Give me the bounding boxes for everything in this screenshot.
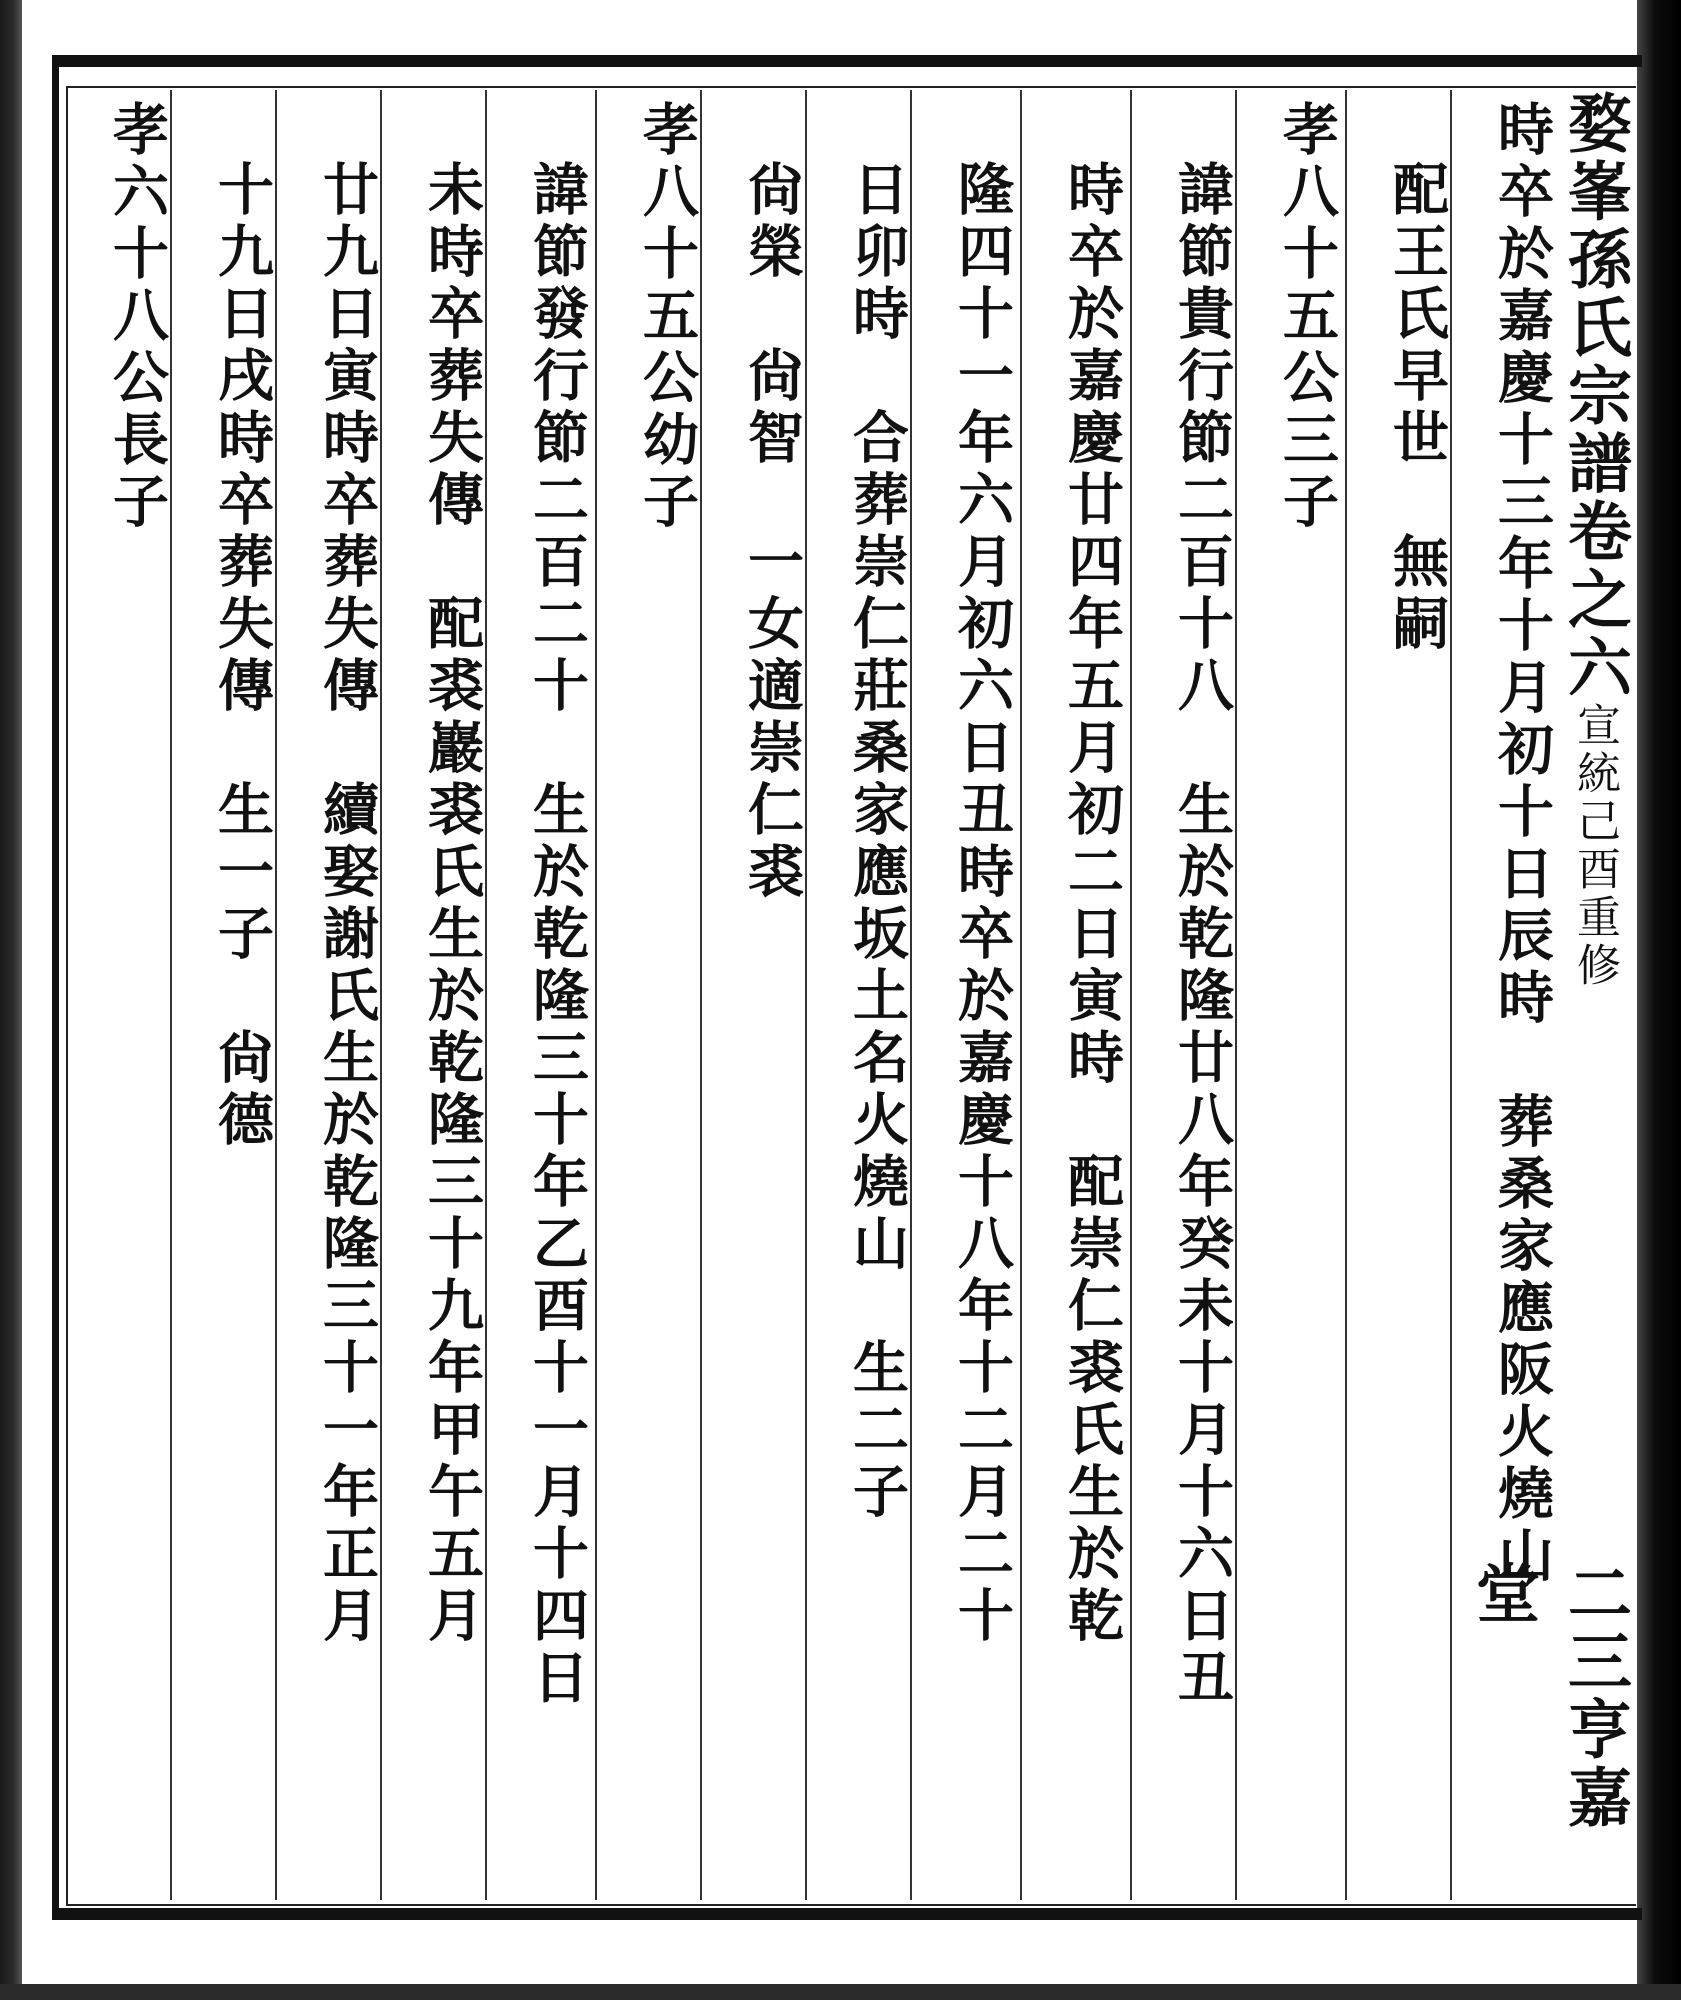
column-rule [275, 90, 277, 1900]
column-rule [485, 90, 487, 1900]
text-column-2: 配王氏早世 無嗣 [1384, 160, 1450, 656]
text-column-14: 孝六十八公長子 [104, 100, 170, 534]
text-column-1: 時卒於嘉慶十三年十月初十日辰時 葬桑家應阪火燒山 [1489, 100, 1555, 1588]
column-rule [1345, 90, 1347, 1900]
text-column-4: 諱節貴行節二百十八 生於乾隆廿八年癸未十月十六日丑 [1169, 160, 1235, 1710]
column-rule [595, 90, 597, 1900]
column-rule [1450, 90, 1452, 1900]
genealogy-title: 婺峯孫氏宗譜 [1557, 90, 1632, 498]
text-column-13: 十九日戌時卒葬失傳 生一子 尙德 [209, 160, 275, 1152]
column-rule [700, 90, 702, 1900]
page-edge-right [1637, 0, 1681, 2000]
text-column-7: 日卯時 合葬崇仁莊桑家應坂土名火燒山 生二子 [844, 160, 910, 1524]
column-rule [380, 90, 382, 1900]
text-column-11: 未時卒葬失傳 配裘巖裘氏生於乾隆三十九年甲午五月 [419, 160, 485, 1648]
text-column-5: 時卒於嘉慶廿四年五月初二日寅時 配崇仁裘氏生於乾 [1059, 160, 1125, 1648]
text-column-6: 隆四十一年六月初六日丑時卒於嘉慶十八年十二月二十 [949, 160, 1015, 1648]
column-rule [1235, 90, 1237, 1900]
text-column-9: 孝八十五公幼子 [634, 100, 700, 534]
volume-label: 卷之六 [1557, 498, 1632, 702]
text-column-12: 廿九日寅時卒葬失傳 續娶謝氏生於乾隆三十一年正月 [314, 160, 380, 1648]
column-rule [1020, 90, 1022, 1900]
column-rule [805, 90, 807, 1900]
hall-name: 亨嘉堂 [1465, 1560, 1632, 1832]
folio-strip [1465, 1560, 1640, 1890]
column-rule [1130, 90, 1132, 1900]
page-edge-bottom [0, 1984, 1681, 2000]
column-rule [170, 90, 172, 1900]
text-column-10: 諱節發行節二百二十 生於乾隆三十年乙酉十一月十四日 [524, 160, 590, 1710]
folio-number: 二三 [1557, 1560, 1632, 1696]
text-column-8: 尙榮 尙智 一女適崇仁裘 [739, 160, 805, 904]
page-edge-left [0, 0, 22, 2000]
column-rule [910, 90, 912, 1900]
text-column-3: 孝八十五公三子 [1274, 100, 1340, 534]
edition-note: 宣統己酉重修 [1569, 702, 1620, 990]
